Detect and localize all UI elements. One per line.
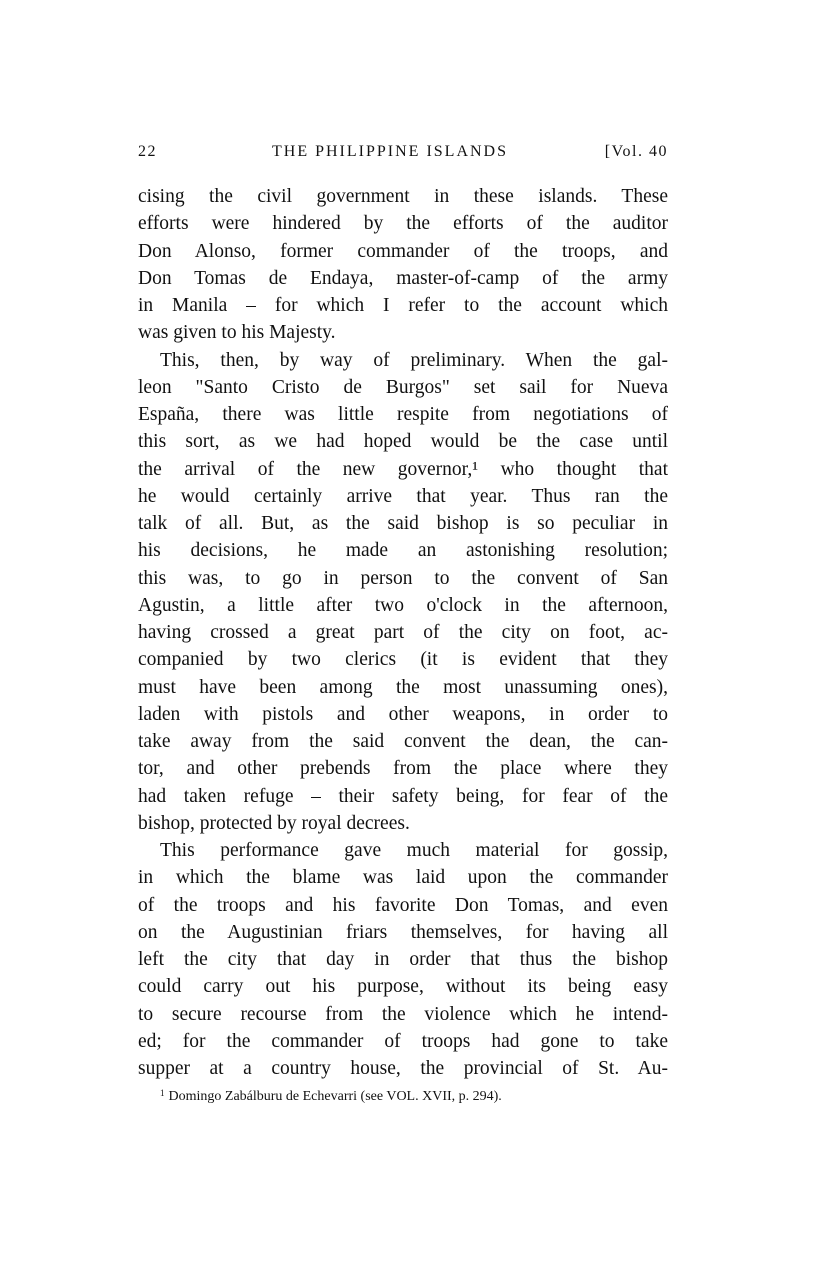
footnote-text: Domingo Zabálburu de Echevarri (see VOL. XVII, p. 294). — [168, 1089, 502, 1104]
body-text — [138, 183, 668, 1082]
text-line: companied by two clerics (it is evident that they — [138, 649, 668, 671]
text-line: España, there was little respite from negotiations of — [138, 404, 668, 425]
text-line: tor, and other prebends from the place where they — [138, 758, 668, 780]
text-line: of the troops and his favorite Don Tomas, and even — [138, 894, 668, 916]
text-line: ed; for the commander of troops had gone to take — [138, 1030, 668, 1052]
text-line: had taken refuge – their safety being, for fear of the — [138, 785, 668, 807]
text-line: in which the blame was laid upon the commander — [138, 867, 668, 889]
text-line: This performance gave much material for gossip, — [160, 840, 668, 861]
text-line: This, then, by way of preliminary. When the gal- — [160, 349, 668, 371]
text-line: left the city that day in order that thus the bishop — [138, 949, 668, 970]
text-line: this was, to go in person to the convent of San — [138, 567, 668, 589]
text-line: Don Tomas de Endaya, master-of-camp of the army — [138, 267, 668, 289]
text-line: this sort, as we had hoped would be the case until — [138, 431, 668, 453]
text-line: having crossed a great part of the city on foot, ac- — [138, 622, 668, 643]
running-title: THE PHILIPPINE ISLANDS — [272, 143, 508, 160]
running-head — [138, 143, 668, 167]
page-number: 22 — [138, 143, 157, 160]
text-line: must have been among the most unassuming ones), — [138, 676, 668, 698]
text-line: efforts were hindered by the efforts of the auditor — [138, 213, 668, 235]
footnote — [160, 1084, 670, 1106]
text-line: in Manila – for which I refer to the account which — [138, 295, 668, 316]
text-line: bishop, protected by royal decrees. — [138, 812, 410, 834]
footnote-marker: 1 — [160, 1088, 165, 1098]
text-line: take away from the said convent the dean, the can- — [138, 731, 668, 752]
text-line: could carry out his purpose, without its being easy — [138, 976, 668, 998]
text-line: to secure recourse from the violence which he intend- — [138, 1003, 668, 1025]
text-line: Agustin, a little after two o'clock in the afternoon, — [138, 594, 668, 616]
text-line: on the Augustinian friars themselves, for having all — [138, 921, 668, 943]
text-line: talk of all. But, as the said bishop is so peculiar in — [138, 513, 668, 534]
text-line: supper at a country house, the provincial of St. Au- — [138, 1058, 668, 1079]
volume-reference: [Vol. 40 — [604, 143, 668, 160]
text-line: leon "Santo Cristo de Burgos" set sail for Nueva — [138, 376, 668, 398]
text-line: was given to his Majesty. — [138, 322, 336, 344]
text-line: cising the civil government in these islands. These — [138, 186, 668, 207]
text-line: the arrival of the new governor,¹ who thought that — [138, 458, 668, 480]
text-line: his decisions, he made an astonishing resolution; — [138, 540, 668, 562]
text-line: he would certainly arrive that year. Thus ran the — [138, 485, 668, 507]
text-line: laden with pistols and other weapons, in order to — [138, 703, 668, 725]
text-line: Don Alonso, former commander of the troops, and — [138, 240, 668, 262]
